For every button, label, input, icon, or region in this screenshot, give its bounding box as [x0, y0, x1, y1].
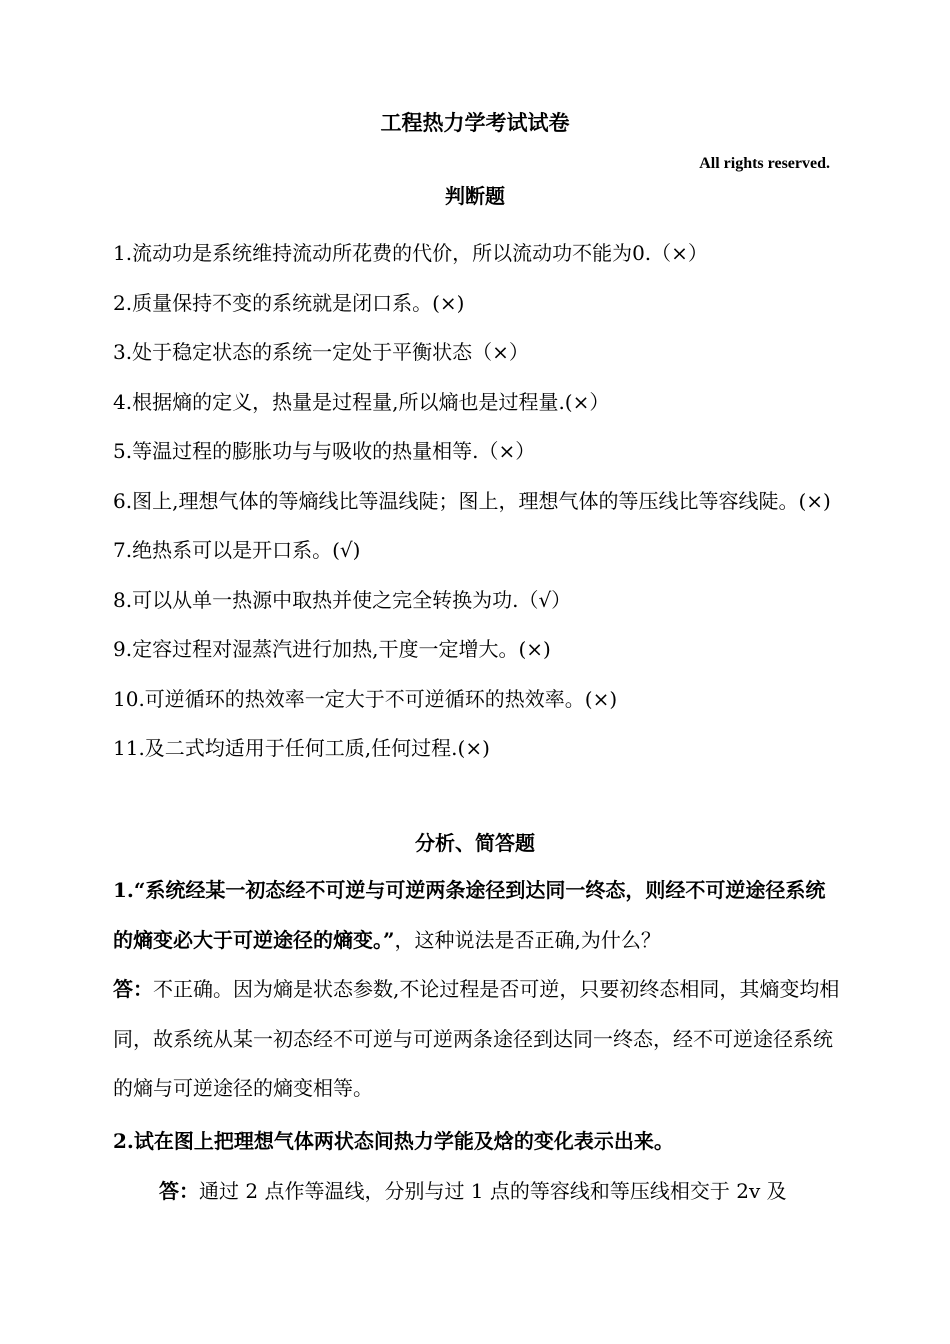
rights-notice: All rights reserved. [699, 155, 830, 172]
question-2-text: 2.试在图上把理想气体两状态间热力学能及焓的变化表示出来。 [113, 1129, 674, 1153]
answer-2-text-wrap [113, 1171, 843, 1211]
list-item: 9.定容过程对湿蒸汽进行加热,干度一定增大。(×) [113, 637, 551, 661]
list-item: 1.流动功是系统维持流动所花费的代价，所以流动功不能为0.（×） [113, 241, 708, 265]
list-item: 3.处于稳定状态的系统一定处于平衡状态（×） [113, 340, 529, 364]
question-1-bold: 1.“系统经某一初态经不可逆与可逆两条途径到达同一终态，则经不可逆途径系统的熵变必大于可逆途径的熵变。” [113, 878, 826, 952]
answer-1-text: 不正确。因为熵是状态参数,不论过程是否可逆，只要初终态相同，其熵变均相同，故系统从某一初态经不可逆与可逆两条途径到达同一终态，经不可逆途径系统的熵与可逆途径的熵变相等。 [113, 977, 840, 1100]
list-item: 2.质量保持不变的系统就是闭口系。(×) [113, 290, 465, 315]
question-1-rest: ，这种说法是否正确,为什么？ [394, 927, 661, 952]
list-item: 4.根据熵的定义，热量是过程量,所以熵也是过程量.(×） [113, 389, 610, 414]
list-item: 10.可逆循环的热效率一定大于不可逆循环的热效率。(×) [113, 686, 618, 711]
short-answer-heading: 分析、简答题 [415, 831, 535, 855]
answer-1 [113, 965, 843, 1114]
list-item: 11.及二式均适用于任何工质,任何过程.(×) [113, 736, 490, 760]
list-item: 5.等温过程的膨胀功与与吸收的热量相等.（×） [113, 439, 536, 463]
list-item: 6.图上,理想气体的等熵线比等温线陡；图上，理想气体的等压线比等容线陡。(×) [113, 488, 831, 513]
true-false-list [113, 229, 843, 774]
question-2 [113, 1121, 843, 1161]
answer-2-label: 答： [159, 1179, 199, 1203]
answer-1-label: 答： [113, 977, 153, 1001]
question-1 [113, 866, 843, 1114]
document-title: 工程热力学考试试卷 [380, 110, 570, 135]
answer-2-text: 通过 2 点作等温线，分别与过 1 点的等容线和等压线相交于 2v 及 [199, 1179, 787, 1203]
question-1-text [113, 866, 843, 965]
answer-2 [113, 1171, 843, 1211]
true-false-heading: 判断题 [445, 184, 505, 208]
list-item: 7.绝热系可以是开口系。(√) [113, 538, 361, 562]
list-item: 8.可以从单一热源中取热并使之完全转换为功.（√） [113, 587, 572, 612]
